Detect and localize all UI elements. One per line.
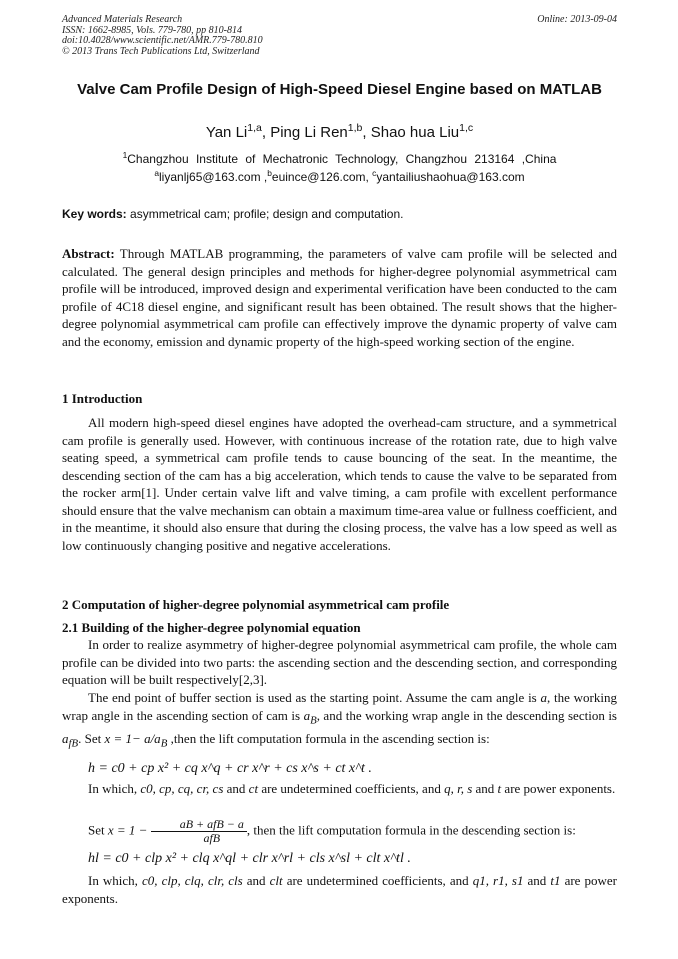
intro-paragraph: All modern high-speed diesel engines have adopted the overhead-cam structure, and a symmetrical cam profile is generally used. However, with continuous increase of the rotation rate, due to high valve seating speed, a symmetrical cam profile tends to cause bouncing of the seat. In the meantime, the descending section of the cam has a big acceleration, which tends to cause the valve to be separated from the rocker arm[1]. Under certain valve lift and valve timing, a cam profile with excellent performance should ensure that the valve mechanism can obtain a maximum time-area value or fullness coefficient, and in the meantime, it should also ensure that during the closing process, the valve has a low speed as well as low continuously changing positive and negative accelerations. <box>62 415 617 553</box>
email-link[interactable]: yantailiushaohua@163.com <box>376 170 525 184</box>
author-affil-mark: 1,a <box>247 122 262 134</box>
author-list: Yan Li$^{1,a}$, Ping Li Ren$^{1,b}$, Shao hua Liu$^{1,c}$ <box>205 122 474 141</box>
email-link[interactable]: liyanlj65@163.com , <box>159 170 268 184</box>
copyright-line: © 2013 Trans Tech Publications Ltd, Switzerland <box>62 45 260 57</box>
journal-name: Advanced Materials Research <box>62 14 183 25</box>
body-paragraph: In order to realize asymmetry of higher-degree polynomial asymmetrical cam profile, the whole cam profile can be divided into two parts: the ascending section and the descending section, and corresponding equation will be built respectively[2,3]. <box>62 637 617 687</box>
section-heading: 1 Introduction <box>62 391 143 406</box>
author-name: Ping Li Ren <box>270 124 348 141</box>
keywords <box>62 207 617 222</box>
paper-title: Valve Cam Profile Design of High-Speed Diesel Engine based on MATLAB <box>77 81 602 98</box>
doi-line: doi:10.4028/www.scientific.net/AMR.779-780.810 <box>62 35 263 46</box>
symbol-aB: $a_B$ <box>303 707 317 727</box>
symbol-afB: $a_{fB}$ <box>62 730 79 750</box>
body-paragraph: The end point of buffer section is used as the starting point. Assume the cam angle is a, the working wrap angle in the ascending section of cam is $a_B$, and the working wrap angle in the descending section is $a_{fB}$. Set $x = 1- a/a_B$ ,then the lift computation formula in the ascending section is: <box>62 690 617 750</box>
equation-descending: hl = c0 + clp x² + clq x^ql + clr x^rl + cls x^sl + clt x^tl . <box>88 851 411 866</box>
body-paragraph: In which, c0, clp, clq, clr, cls and clt are undetermined coefficients, and q1, r1, s1 and t1 are power exponents. <box>62 873 617 906</box>
keywords-label: Key words: <box>62 207 127 221</box>
author-affil-mark: 1,c <box>459 122 474 134</box>
email-link[interactable]: euince@126.com, <box>271 170 373 184</box>
author-name: Shao hua Liu <box>370 124 460 141</box>
author-name: Yan Li <box>205 124 248 141</box>
issn-line: ISSN: 1662-8985, Vols. 779-780, pp 810-814 <box>62 24 242 36</box>
abstract-label: Abstract: <box>62 246 115 261</box>
body-paragraph: Set x = 1 − $\frac{\text{aB + afB − a}}{\text{afB}}$ , then the lift computation formula in the descending section is: <box>88 817 576 845</box>
symbol-a: a <box>540 690 548 705</box>
affiliation-block <box>62 150 617 186</box>
author-affil-mark: 1,b <box>347 122 363 134</box>
institution: Changzhou Institute of Mechatronic Technology, Changzhou 213164 ,China <box>127 152 557 166</box>
email-line: $^a$liyanlj65@163.com ,$^b$euince@126.com, $^c$yantailiushaohua@163.com <box>154 168 525 184</box>
affiliation-line: $^1$Changzhou Institute of Mechatronic Technology, Changzhou 213164 ,China <box>122 150 557 166</box>
body-paragraph: In which, c0, cp, cq, cr, cs and ct are undetermined coefficients, and q, r, s and t are power exponents. <box>88 781 616 796</box>
set-x-expression: $x = 1- a/a_B$ <box>104 730 168 750</box>
section-heading: 2 Computation of higher-degree polynomial asymmetrical cam profile <box>62 597 450 612</box>
journal-header <box>62 15 617 57</box>
equation-ascending: h = c0 + cp x² + cq x^q + cr x^r + cs x^s + ct x^t . <box>88 761 372 776</box>
fraction: $\frac{\text{aB + afB − a}}{\text{afB}}$ <box>151 818 247 845</box>
subsection-heading: 2.1 Building of the higher-degree polynomial equation <box>62 620 361 635</box>
online-date: Online: 2013-09-04 <box>537 14 617 25</box>
abstract-text: Through MATLAB programming, the parameters of valve cam profile will be selected and calculated. The general design principles and methods for higher-degree polynomial asymmetrical cam profile will be introduced, improved design and experimental verification have been conducted to the cam profile of 4C18 diesel engine, and significant result has been obtained. The result shows that the higher-degree polynomial asymmetrical cam profile can effectively improve the dynamic property of valve cam and the economy, emission and dynamic property of the high-speed working section of the engine. <box>62 246 617 349</box>
abstract <box>62 245 617 350</box>
keywords-text: asymmetrical cam; profile; design and computation. <box>126 207 404 221</box>
